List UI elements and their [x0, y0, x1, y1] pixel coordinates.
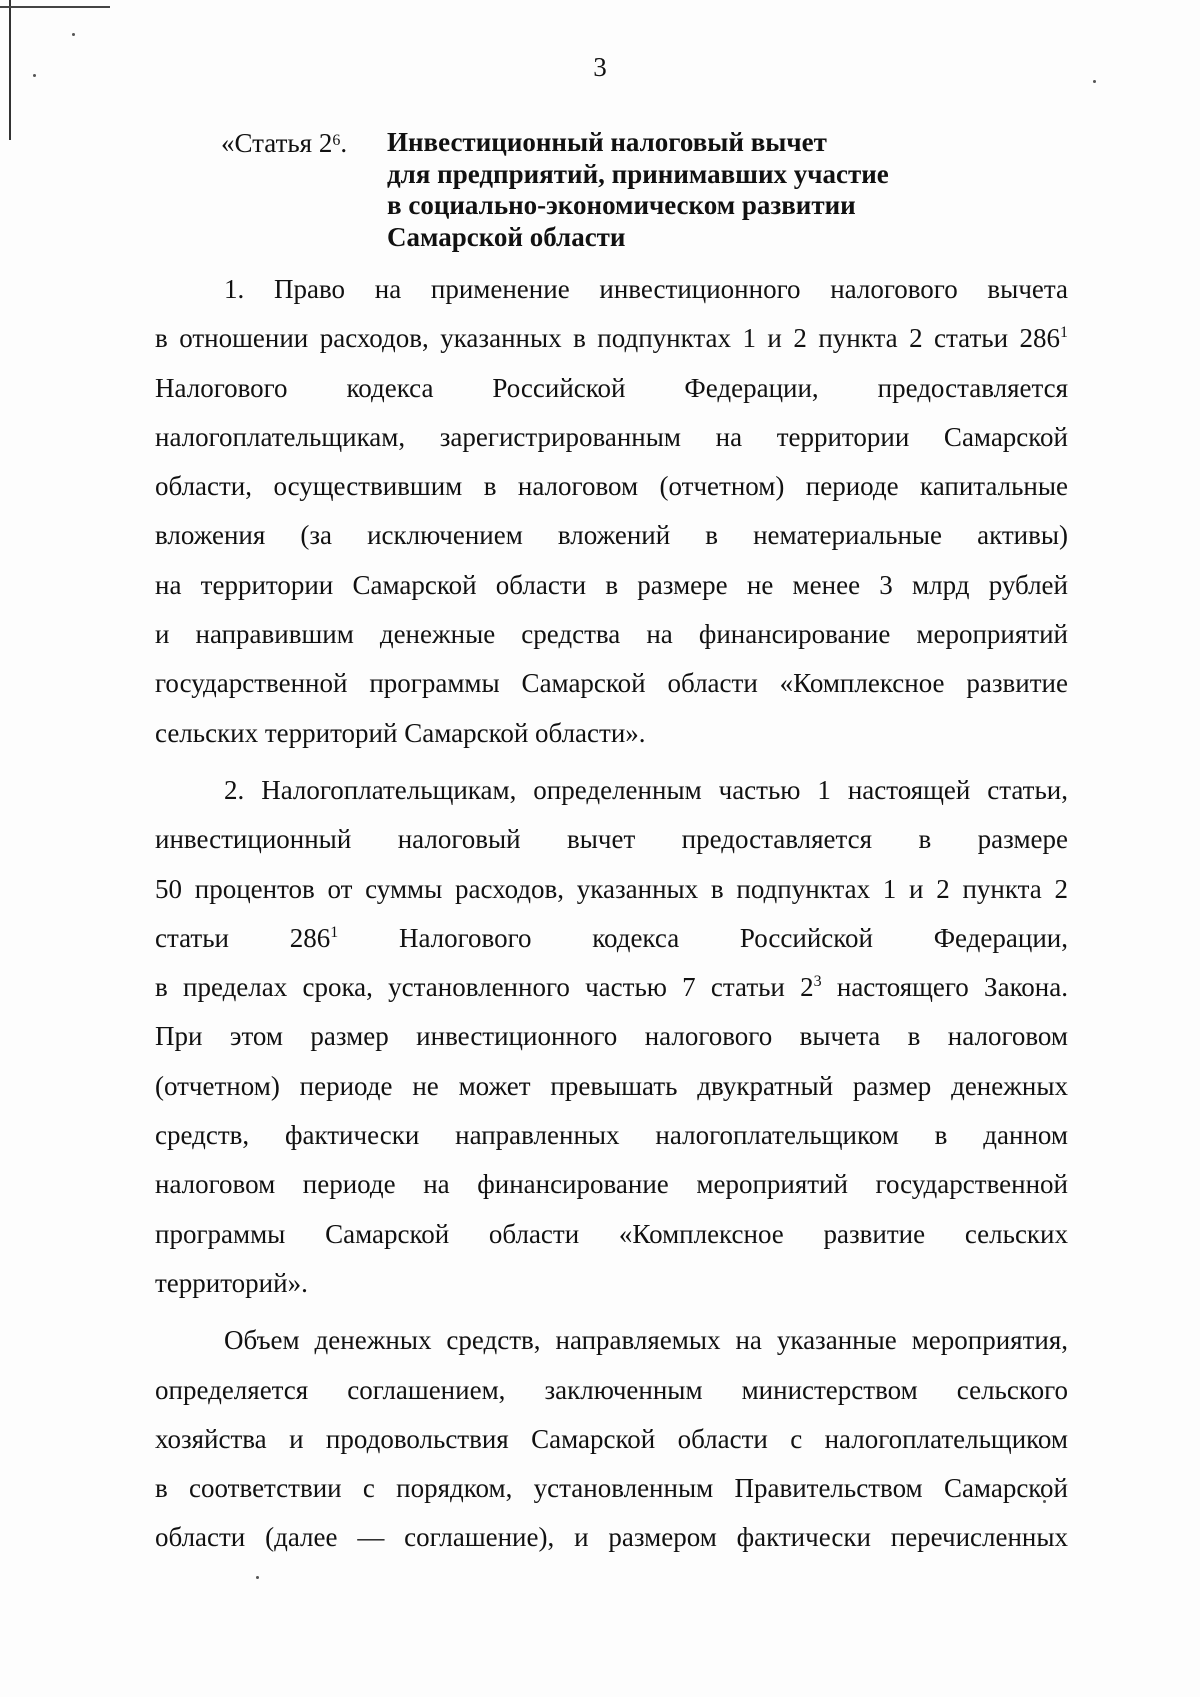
text-line: на территории Самарской области в размере не менее 3 млрд рублей	[155, 569, 1068, 600]
text-line: инвестиционный налоговый вычет предоставляется в размере	[155, 824, 1068, 855]
page-number: 3	[593, 52, 607, 82]
article-title-line: Инвестиционный налоговый вычет	[387, 127, 827, 157]
text-line: и направившим денежные средства на финансирование мероприятий	[155, 619, 1068, 650]
paragraph-2	[155, 766, 1068, 1308]
text-line: территорий».	[155, 1267, 308, 1298]
footnote-superscript: 1	[330, 923, 339, 941]
scan-speck	[256, 1576, 259, 1579]
text-line: Налогового кодекса Российской Федерации, предоставляется	[155, 372, 1068, 403]
text-line: Объем денежных средств, направляемых на указанные мероприятия,	[224, 1325, 1068, 1356]
paragraph-1	[155, 265, 1068, 758]
text-line: (отчетном) периоде не может превышать двукратный размер денежных	[155, 1070, 1068, 1101]
article-title-line: в социально-экономическом развитии	[387, 190, 856, 220]
text-line: хозяйства и продовольствия Самарской области с налогоплательщиком	[155, 1423, 1068, 1454]
text-line	[155, 314, 1068, 363]
text-line	[155, 914, 1068, 963]
scan-border-top	[0, 6, 110, 8]
scan-speck	[72, 33, 75, 36]
article-label	[221, 127, 387, 253]
text-line: программы Самарской области «Комплексное развитие сельских	[155, 1218, 1068, 1249]
article-label-superscript: 6	[332, 132, 341, 149]
text-line: 2. Налогоплательщикам, определенным частью 1 настоящей статьи,	[224, 774, 1068, 805]
article-title-line: Самарской области	[387, 221, 626, 252]
text-line-content: в пределах срока, установленного частью 7 статьи 2	[155, 972, 814, 1003]
article-label-prefix: «Статья 2	[221, 128, 333, 158]
text-line-content: настоящего Закона.	[821, 972, 1068, 1003]
text-line	[155, 963, 1068, 1012]
footnote-superscript: 3	[813, 973, 822, 991]
text-line: 50 процентов от суммы расходов, указанных в подпунктах 1 и 2 пункта 2	[155, 873, 1068, 904]
paragraph-3	[155, 1316, 1068, 1562]
article-title	[387, 127, 947, 253]
article-heading	[221, 127, 1021, 253]
text-line: При этом размер инвестиционного налогового вычета в налоговом	[155, 1021, 1068, 1052]
text-line: вложения (за исключением вложений в нематериальные активы)	[155, 520, 1068, 551]
text-line-content: Налогового кодекса Российской Федерации,	[338, 922, 1068, 953]
text-line: налогоплательщикам, зарегистрированным на территории Самарской	[155, 421, 1068, 452]
footnote-superscript: 1	[1060, 324, 1068, 342]
text-line: области, осуществившим в налоговом (отчетном) периоде капитальные	[155, 471, 1068, 502]
text-line: в соответствии с порядком, установленным Правительством Самарской	[155, 1473, 1068, 1504]
article-title-line: для предприятий, принимавших участие	[387, 158, 889, 189]
text-line: 1. Право на применение инвестиционного налогового вычета	[224, 274, 1068, 304]
text-line: сельских территорий Самарской области».	[155, 717, 646, 748]
text-line: средств, фактически направленных налогоплательщиком в данном	[155, 1120, 1068, 1151]
text-line: области (далее — соглашение), и размером фактически перечисленных	[155, 1522, 1068, 1553]
text-line-content: статьи 286	[155, 922, 331, 953]
text-line-content: в отношении расходов, указанных в подпунктах 1 и 2 пункта 2 статьи 286	[155, 323, 1060, 354]
article-body	[155, 265, 1068, 1563]
text-line: государственной программы Самарской области «Комплексное развитие	[155, 668, 1068, 699]
article-label-suffix: .	[340, 128, 348, 158]
text-line: определяется соглашением, заключенным министерством сельского	[155, 1374, 1068, 1405]
text-line: налоговом периоде на финансирование мероприятий государственной	[155, 1169, 1068, 1200]
